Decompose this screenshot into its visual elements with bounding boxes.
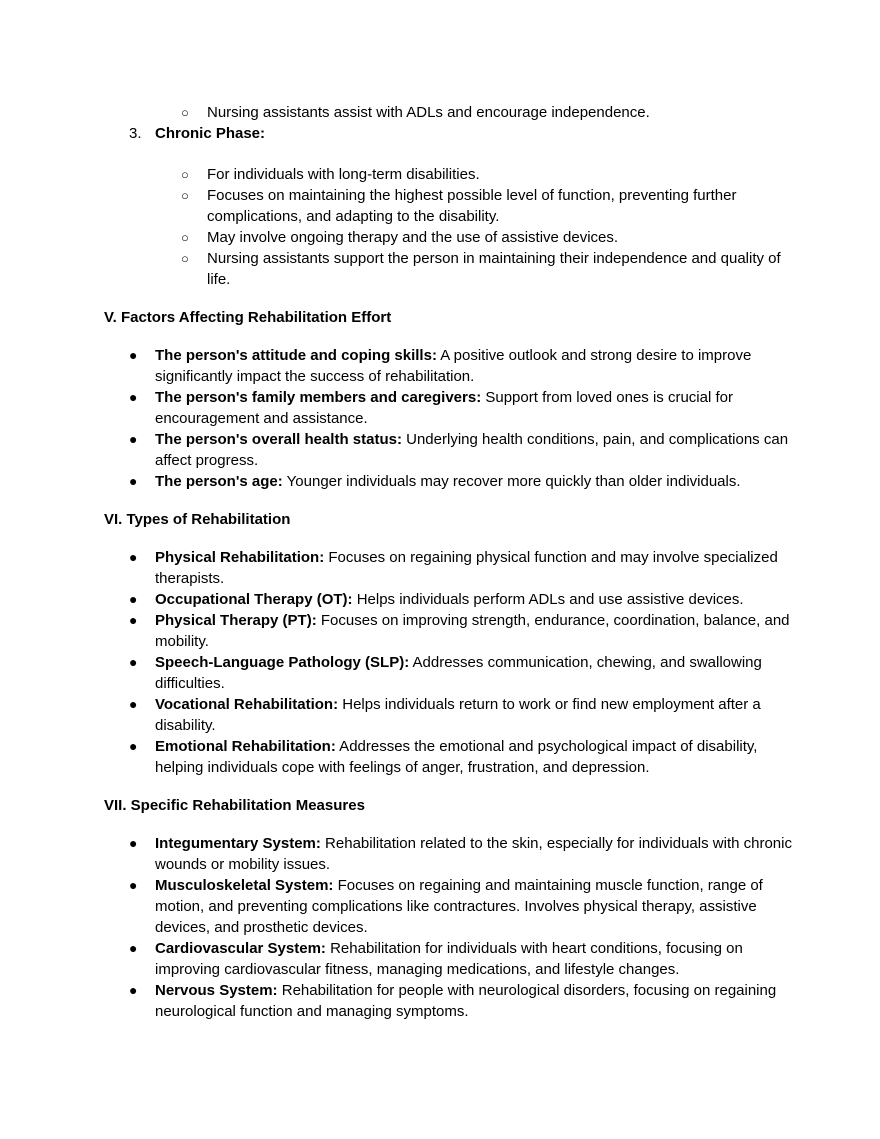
list-item-text: Nursing assistants support the person in maintaining their independence and quality of life. [207, 250, 781, 288]
list-item [104, 652, 794, 694]
list-item [104, 102, 794, 123]
section-vii-heading: VII. Specific Rehabilitation Measures [104, 797, 365, 814]
list-item-text: May involve ongoing therapy and the use of assistive devices. [207, 229, 619, 246]
bullet-icon: ● [129, 591, 138, 607]
bullet-icon: ● [129, 940, 138, 956]
list-item [104, 938, 794, 980]
list-item-text: Underlying health conditions, pain, and complications can affect progress. [155, 431, 789, 469]
list-item [104, 833, 794, 875]
list-item-text: Focuses on maintaining the highest possible level of function, preventing further complications, and adapting to the disability. [207, 187, 737, 225]
list-item [104, 736, 794, 778]
list-item [104, 589, 794, 610]
list-item [104, 610, 794, 652]
list-item-text: Helps individuals perform ADLs and use assistive devices. [352, 591, 744, 608]
list-item-term: Physical Therapy (PT): [155, 612, 317, 629]
list-item-term: Musculoskeletal System: [155, 877, 334, 894]
list-item-text: Focuses on improving strength, endurance, coordination, balance, and mobility. [155, 612, 790, 650]
list-item [104, 227, 794, 248]
hollow-bullet-icon: ○ [181, 167, 189, 182]
list-item [104, 471, 794, 492]
list-item [104, 875, 794, 938]
hollow-bullet-icon: ○ [181, 230, 189, 245]
list-item-text: Focuses on regaining physical function and may involve specialized therapists. [155, 549, 778, 587]
document-page [104, 102, 794, 1022]
list-item [104, 980, 794, 1022]
bullet-icon: ● [129, 696, 138, 712]
bullet-icon: ● [129, 549, 138, 565]
bullet-icon: ● [129, 877, 138, 893]
list-item-text: Rehabilitation for people with neurological disorders, focusing on regaining neurological function and managing symptoms. [155, 982, 777, 1020]
bullet-icon: ● [129, 389, 138, 405]
hollow-bullet-icon: ○ [181, 251, 189, 266]
bullet-icon: ● [129, 654, 138, 670]
list-item-term: Speech-Language Pathology (SLP): [155, 654, 410, 671]
chronic-phase-title: Chronic Phase: [155, 125, 266, 142]
list-item-term: The person's family members and caregivers: [155, 389, 482, 406]
list-number: 3. [129, 125, 142, 142]
list-item-term: The person's age: [155, 473, 283, 490]
bullet-icon: ● [129, 473, 138, 489]
hollow-bullet-icon: ○ [181, 188, 189, 203]
section-v-heading: V. Factors Affecting Rehabilitation Effort [104, 309, 392, 326]
bullet-icon: ● [129, 347, 138, 363]
list-item-term: The person's attitude and coping skills: [155, 347, 437, 364]
list-item-text: Rehabilitation related to the skin, especially for individuals with chronic wounds or mobility issues. [155, 835, 792, 873]
list-item-text: Rehabilitation for individuals with heart conditions, focusing on improving cardiovascular fitness, managing medications, and lifestyle changes. [155, 940, 743, 978]
hollow-bullet-icon: ○ [181, 105, 189, 120]
list-item-term: Integumentary System: [155, 835, 321, 852]
list-item-text: Addresses the emotional and psychological impact of disability, helping individuals cope with feelings of anger, frustration, and depression. [155, 738, 758, 776]
list-item-term: Emotional Rehabilitation: [155, 738, 336, 755]
list-item [104, 429, 794, 471]
list-item [104, 694, 794, 736]
list-item-term: Vocational Rehabilitation: [155, 696, 339, 713]
list-item-text: Nursing assistants assist with ADLs and encourage independence. [207, 104, 650, 121]
list-item-text: Younger individuals may recover more quickly than older individuals. [282, 473, 741, 490]
list-item [104, 387, 794, 429]
list-item-term: Physical Rehabilitation: [155, 549, 325, 566]
list-item-term: The person's overall health status: [155, 431, 402, 448]
list-item [104, 248, 794, 290]
list-item [104, 547, 794, 589]
bullet-icon: ● [129, 982, 138, 998]
list-item-term: Cardiovascular System: [155, 940, 326, 957]
bullet-icon: ● [129, 738, 138, 754]
list-item-text: Addresses communication, chewing, and swallowing difficulties. [155, 654, 762, 692]
list-item [104, 345, 794, 387]
bullet-icon: ● [129, 835, 138, 851]
list-item-term: Occupational Therapy (OT): [155, 591, 353, 608]
bullet-icon: ● [129, 612, 138, 628]
list-item-text: A positive outlook and strong desire to improve significantly impact the success of rehabilitation. [155, 347, 752, 385]
list-item [104, 185, 794, 227]
list-item-term: Nervous System: [155, 982, 278, 999]
list-item-text: Helps individuals return to work or find new employment after a disability. [155, 696, 761, 734]
list-item-text: For individuals with long-term disabilities. [207, 166, 480, 183]
section-vi-heading: VI. Types of Rehabilitation [104, 511, 291, 528]
list-item [104, 164, 794, 185]
list-item-text: Support from loved ones is crucial for encouragement and assistance. [155, 389, 733, 427]
list-item-text: Focuses on regaining and maintaining muscle function, range of motion, and preventing complications like contractures. Involves physical therapy, assistive devices, and prosthetic devices. [155, 877, 763, 936]
chronic-phase-item [104, 123, 794, 144]
bullet-icon: ● [129, 431, 138, 447]
